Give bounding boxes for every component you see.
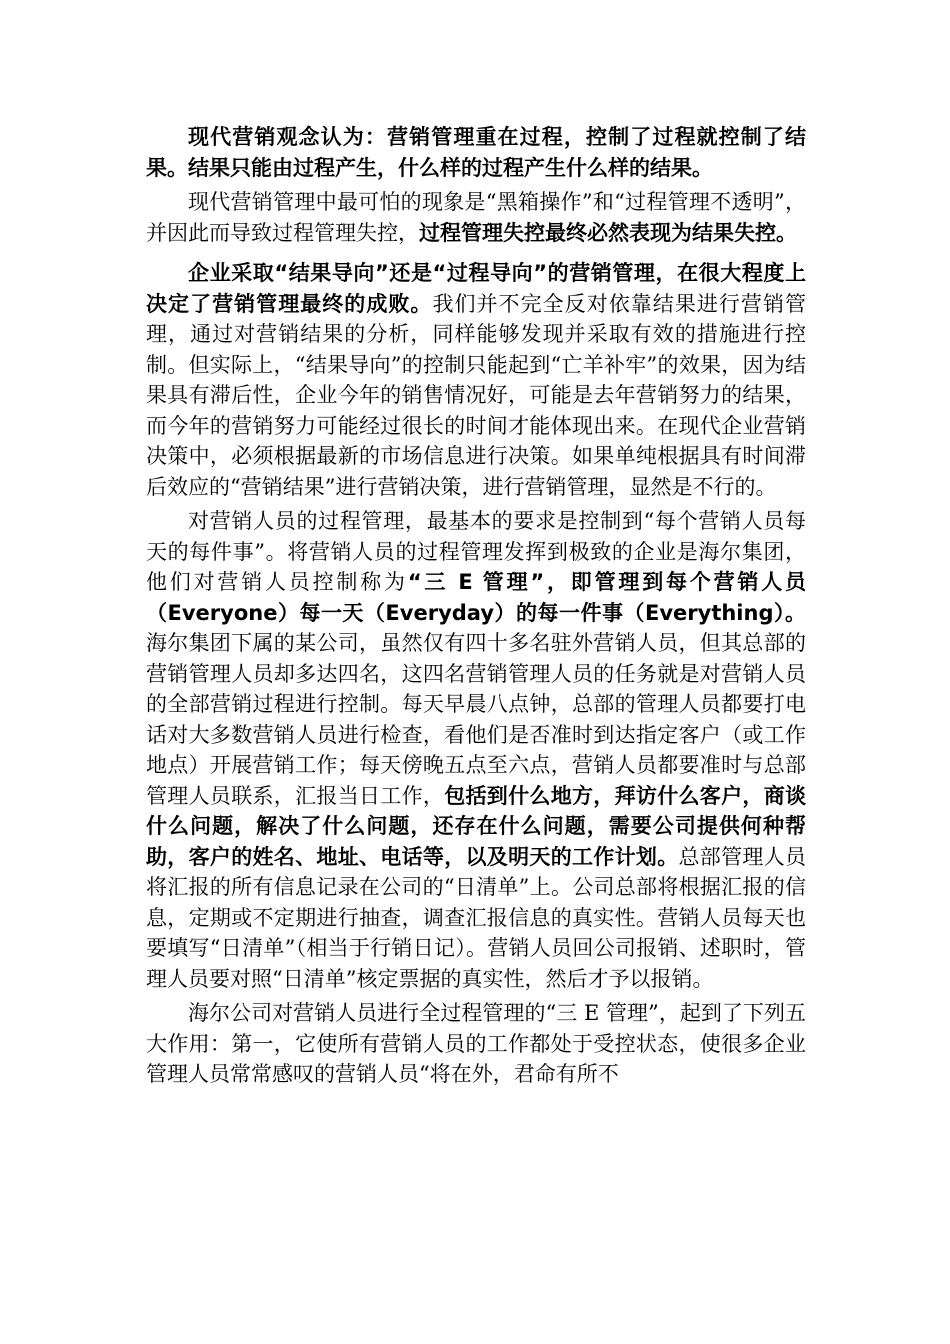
body-text: 我们并不完全反对依靠结果进行营销管理，通过对营销结果的分析，同样能够发现并采取有效的措施进行控制。但实际上，“结果导向”的控制只能起到“亡羊补牢”的效果，因为结果具有滞后性，企业今年的销售情况好，可能是去年营销努力的结果，而今年的营销努力可能经过很长的时间才能体现出来。在现代企业营销决策中，必须根据最新的市场信息进行决策。如果单纯根据具有时间滞后效应的“营销结果”进行营销决策，进行营销管理，显然是不行的。 (146, 291, 807, 499)
body-text: 总部管理人员将汇报的所有信息记录在公司的“日清单”上。公司总部将根据汇报的信息，定期或不定期进行抽查，调查汇报信息的真实性。营销人员每天也要填写“日清单”（相当于行销日记）。营销人员回公司报销、述职时，管理人员要对照“日清单”核定票据的真实性，然后才予以报销。 (146, 844, 806, 991)
paragraph-3e-effects (146, 998, 806, 1090)
bold-text: 过程管理失控最终必然表现为结果失控。 (419, 220, 797, 245)
document-page (146, 122, 806, 1090)
bold-text: 企业采取“结果导向”还是“过程导向”的营销管理，在很大程度上决定了营销管理最终的成败。 (146, 261, 806, 316)
paragraph-result-vs-process (146, 258, 806, 502)
paragraph-black-box (146, 187, 806, 248)
body-text: 海尔集团下属的某公司，虽然仅有四十多名驻外营销人员，但其总部的营销管理人员却多达四名，这四名营销管理人员的任务就是对营销人员的全部营销过程进行控制。每天早晨八点钟，总部的管理人员都要打电话对大多数营销人员进行检查，看他们是否准时到达指定客户（或工作地点）开展营销工作；每天傍晚五点至六点，营销人员都要准时与总部管理人员联系，汇报当日工作， (146, 631, 806, 808)
bold-text: “三 E 管理”，即管理到每个营销人员（Everyone）每一天（Everyday）的每一件事（Everything）。 (146, 570, 806, 625)
bold-text: 包括到什么地方，拜访什么客户，商谈什么问题，解决了什么问题，还存在什么问题，需要公司提供何种帮助，客户的姓名、地址、电话等，以及明天的工作计划。 (146, 783, 807, 869)
bold-text: 现代营销观念认为：营销管理重在过程，控制了过程就控制了结果。结果只能由过程产生，什么样的过程产生什么样的结果。 (146, 125, 806, 180)
body-text: 海尔公司对营销人员进行全过程管理的“三 E 管理”，起到了下列五大作用：第一，它使所有营销人员的工作都处于受控状态，使很多企业管理人员常常感叹的营销人员“将在外，君命有所不 (146, 1001, 806, 1086)
body-text: 现代营销管理中最可怕的现象是“黑箱操作”和“过程管理不透明”，并因此而导致过程管理失控， (146, 190, 806, 245)
body-text: 对营销人员的过程管理，最基本的要求是控制到“每个营销人员每天的每件事”。将营销人员的过程管理发挥到极致的企业是海尔集团，他们对营销人员控制称为 (146, 509, 806, 594)
paragraph-process-concept (146, 122, 806, 183)
paragraph-haier-3e (146, 506, 806, 994)
